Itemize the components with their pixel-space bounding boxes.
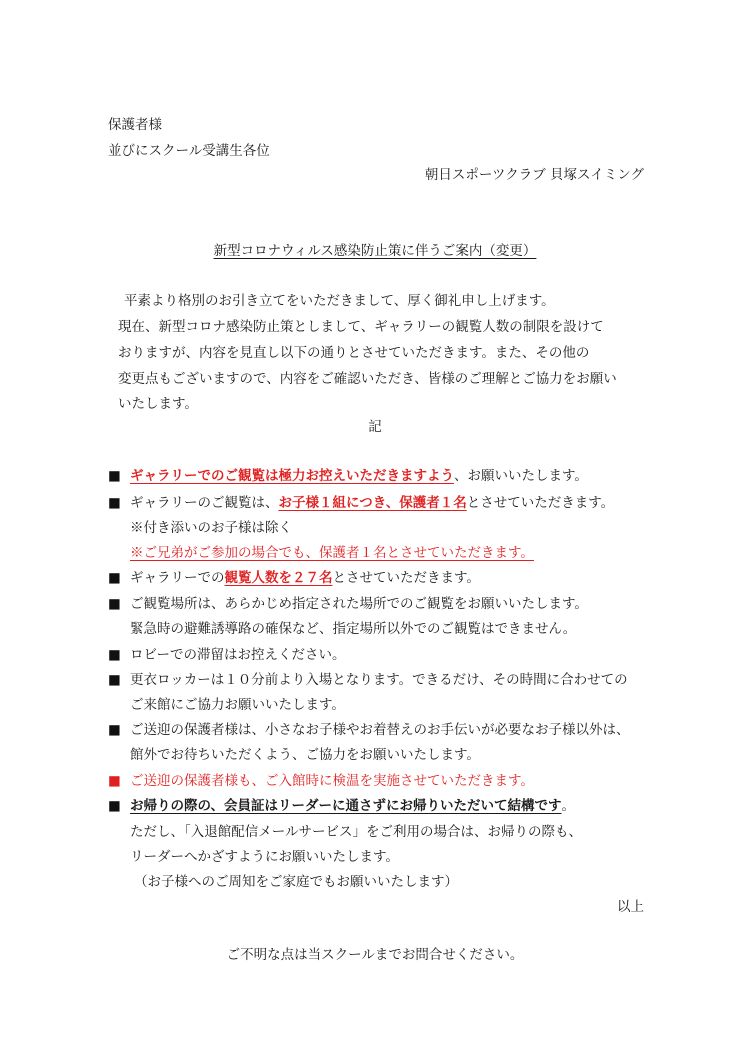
addressee-line-2: 並びにスクール受講生各位 [108,143,270,159]
item-3-text-pre: ギャラリーでの [130,570,225,586]
addressee-line-1: 保護者様 [108,117,162,133]
item-9-emphasis: お帰りの際の、会員証はリーダーに通さずにお帰りいただいて結構です [130,798,562,814]
document-title-wrap [0,242,750,260]
item-7-text-1: ご送迎の保護者様は、小さなお子様やお着替えのお手伝いが必要なお子様以外は、 [130,722,630,738]
item-2-note-1: ※付き添いのお子様は除く [130,520,292,536]
ki-marker: 記 [368,419,382,435]
bullet-square-icon: ■ [108,647,121,663]
item-8-text: ご送迎の保護者様も、ご入館時に検温を実施させていただきます。 [130,773,534,789]
item-4-text-1: ご観覧場所は、あらかじめ指定された場所でのご観覧をお願いいたします。 [130,596,588,612]
item-3-emphasis: 観覧人数を２７名 [224,570,333,586]
intro-line-5: いたします。 [118,396,198,412]
bullet-square-icon: ■ [108,495,121,511]
notice-item-8 [108,772,534,790]
bullet-square-icon: ■ [108,672,121,688]
intro-line-3: おりますが、内容を見直し以下の通りとさせていただきます。また、その他の [118,345,590,361]
item-2-note-2: ※ご兄弟がご参加の場合でも、保護者１名とさせていただきます。 [130,545,534,561]
item-1-text: 、お願いいたします。 [454,468,588,484]
item-9-text-3: リーダーへかざすようにお願いいたします。 [130,849,399,865]
bullet-square-icon: ■ [108,722,121,738]
item-9-text-2: ただし、「入退館配信メールサービス」をご利用の場合は、お帰りの際も、 [130,824,582,840]
item-6-text-1: 更衣ロッカーは１０分前より入場となります。できるだけ、その時間に合わせての [130,672,628,688]
item-4-text-2: 緊急時の避難誘導路の確保など、指定場所以外でのご観覧はできません。 [130,621,577,637]
notice-item-3 [108,569,480,587]
bullet-square-icon: ■ [108,468,121,484]
item-2-text-pre: ギャラリーのご観覧は、 [130,495,279,511]
item-1-emphasis: ギャラリーでのご観覧は極力お控えいただきますよう [130,468,454,484]
notice-item-7 [108,721,630,739]
item-2-emphasis: お子様１組につき、保護者１名 [278,495,467,511]
notice-item-2 [108,494,614,512]
footer-inquiry-note: ご不明な点は当スクールまでお問合せください。 [226,947,524,963]
item-7-text-2: 館外でお待ちいただくよう、ご協力をお願いいたします。 [130,747,480,763]
item-9-text-4: （お子様へのご周知をご家庭でもお願いいたします） [134,874,458,890]
document-title: 新型コロナウィルス感染防止策に伴うご案内（変更） [213,243,537,259]
closing-mark: 以上 [617,899,644,915]
item-5-text: ロビーでの滞留はお控えください。 [130,647,346,663]
bullet-square-icon: ■ [108,570,121,586]
bullet-square-icon: ■ [108,798,121,814]
item-3-text-post: とさせていただきます。 [332,570,480,586]
intro-line-4: 変更点もございますので、内容をご確認いただき、皆様のご理解とご協力をお願い [118,371,617,387]
notice-item-4 [108,595,588,613]
intro-line-2: 現在、新型コロナ感染防止策としまして、ギャラリーの観覧人数の制限を設けて [118,319,604,335]
item-9-end: 。 [561,798,575,814]
notice-item-5 [108,646,345,664]
bullet-square-icon: ■ [108,596,121,612]
item-2-text-post: とさせていただきます。 [466,495,615,511]
notice-item-1 [108,467,588,485]
sender-name: 朝日スポーツクラブ 貝塚スイミング [424,167,644,183]
bullet-square-icon: ■ [108,773,121,789]
notice-item-9 [108,797,575,815]
item-6-text-2: ご来館にご協力お願いいたします。 [130,697,345,713]
intro-line-1: 平素より格別のお引き立てをいただきまして、厚く御礼申し上げます。 [124,293,555,309]
notice-item-6 [108,671,628,689]
